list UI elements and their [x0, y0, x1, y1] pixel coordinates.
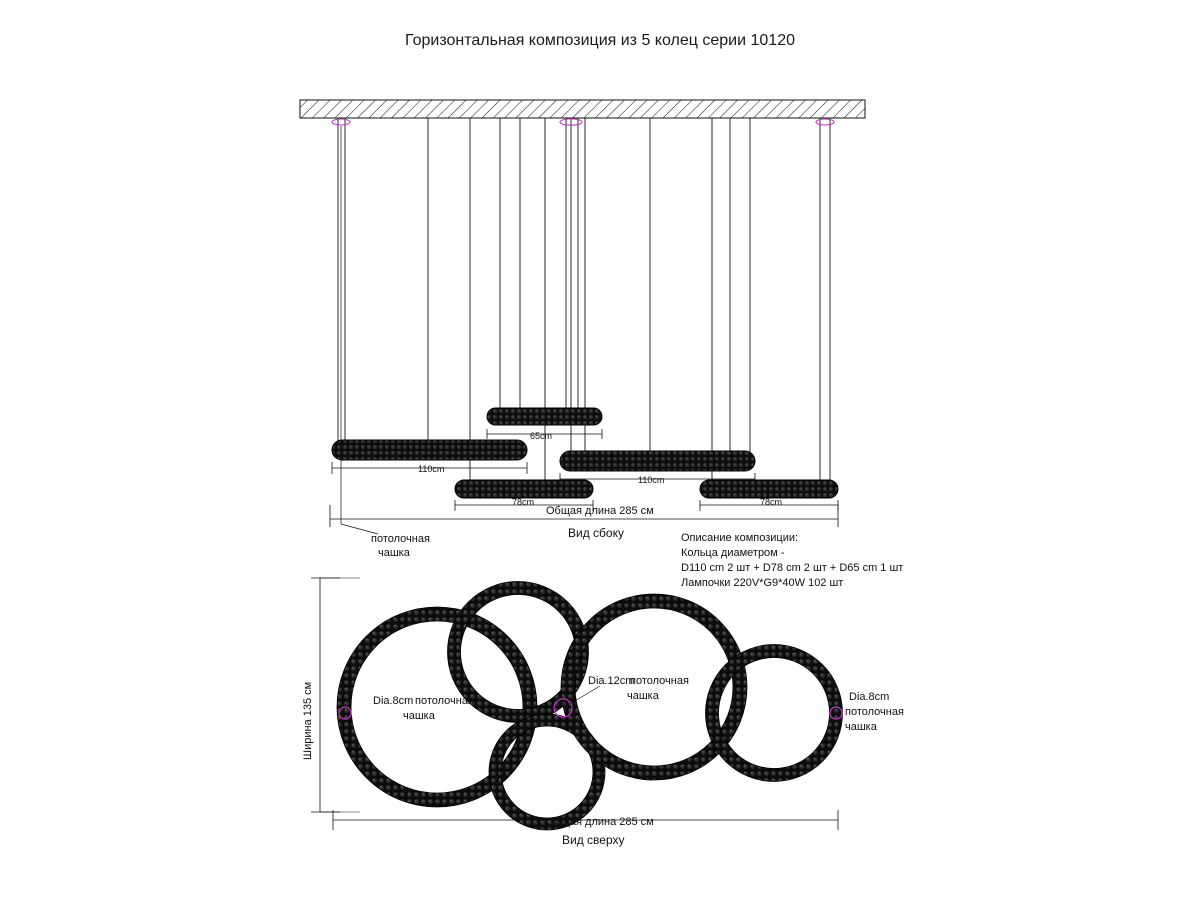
callout-3-line-1: потолочная: [845, 706, 904, 718]
top-view-width-label: Ширина 135 см: [302, 681, 314, 760]
suspension-wires: [338, 118, 830, 481]
callout-2-line-1: потолочная: [630, 675, 689, 687]
dimension-label-ring-3: 78cm: [512, 497, 535, 507]
ceiling-slab: [300, 100, 865, 118]
side-view-ceiling-cup-label-2: чашка: [378, 547, 410, 559]
side-view-ceiling-cup-label-1: потолочная: [371, 533, 430, 545]
description-line-3: D110 cm 2 шт + D78 cm 2 шт + D65 cm 1 шт: [681, 562, 904, 574]
dimension-label-ring-5: 78cm: [760, 497, 783, 507]
ceiling-cup-markers: [332, 119, 834, 125]
side-view-rings: [332, 408, 838, 498]
callout-1-line-1: потолочная: [415, 695, 474, 707]
dimension-label-ring-1: 110cm: [418, 464, 445, 474]
description-line-4: Лампочки 220V*G9*40W 102 шт: [681, 577, 844, 589]
ceiling-cup-leader: [341, 126, 378, 534]
dimension-label-ring-4: 110cm: [638, 475, 665, 485]
dimension-label-ring-2: 65cm: [530, 431, 553, 441]
callout-2-dia: Dia.12cm: [588, 675, 635, 687]
side-view-caption: Вид сбоку: [568, 526, 624, 540]
callout-2-line-2: чашка: [627, 690, 659, 702]
callout-3-dia: Dia.8cm: [849, 691, 890, 703]
description-line-1: Описание композиции:: [681, 532, 799, 544]
description-line-2: Кольца диаметром -: [681, 547, 785, 559]
callout-1-line-2: чашка: [403, 710, 435, 722]
top-view-total-length-label: Общая длина 285 см: [546, 816, 654, 828]
top-view-caption: Вид сверху: [562, 833, 625, 847]
page-title: Горизонтальная композиция из 5 колец серии 10120: [405, 32, 795, 49]
side-view-total-length-label: Общая длина 285 см: [546, 505, 654, 517]
callout-1-dia: Dia.8cm: [373, 695, 414, 707]
callout-3-line-2: чашка: [845, 721, 877, 733]
